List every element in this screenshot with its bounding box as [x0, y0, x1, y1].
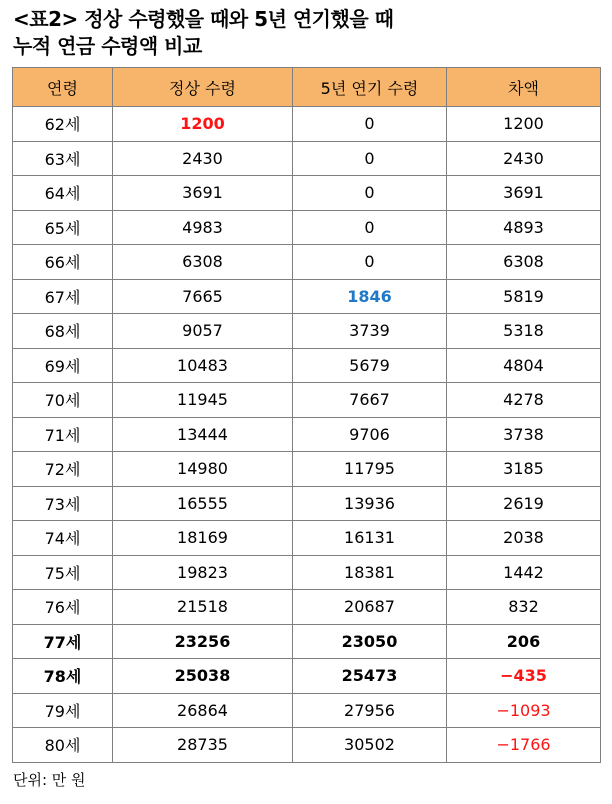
- deferred-cell: 0: [293, 141, 447, 176]
- normal-cell: 18169: [113, 521, 293, 556]
- normal-cell: 26864: [113, 693, 293, 728]
- difference-cell: 2038: [447, 521, 601, 556]
- difference-cell: 2619: [447, 486, 601, 521]
- deferred-cell: 0: [293, 107, 447, 142]
- deferred-cell: 20687: [293, 590, 447, 625]
- normal-cell: 9057: [113, 314, 293, 349]
- age-cell: 63세: [13, 141, 113, 176]
- normal-cell: 21518: [113, 590, 293, 625]
- deferred-cell: 23050: [293, 624, 447, 659]
- column-header-deferred: 5년 연기 수령: [293, 68, 447, 107]
- difference-cell: 6308: [447, 245, 601, 280]
- age-cell: 62세: [13, 107, 113, 142]
- difference-cell: 4893: [447, 210, 601, 245]
- deferred-cell: 25473: [293, 659, 447, 694]
- normal-cell: 11945: [113, 383, 293, 418]
- column-header-normal: 정상 수령: [113, 68, 293, 107]
- deferred-cell: 3739: [293, 314, 447, 349]
- table-row: [13, 590, 601, 625]
- table-title-line-2: 누적 연금 수령액 비교: [13, 34, 202, 58]
- normal-cell: 3691: [113, 176, 293, 211]
- table-header-row: [13, 68, 601, 107]
- deferred-cell: 27956: [293, 693, 447, 728]
- normal-cell: 14980: [113, 452, 293, 487]
- table-row: [13, 659, 601, 694]
- normal-cell: 16555: [113, 486, 293, 521]
- normal-cell: 4983: [113, 210, 293, 245]
- age-cell: 66세: [13, 245, 113, 280]
- column-header-age: 연령: [13, 68, 113, 107]
- difference-cell: −435: [447, 659, 601, 694]
- deferred-cell: 0: [293, 176, 447, 211]
- deferred-cell: 16131: [293, 521, 447, 556]
- difference-cell: −1093: [447, 693, 601, 728]
- table-row: [13, 521, 601, 556]
- difference-cell: 3185: [447, 452, 601, 487]
- difference-cell: 5318: [447, 314, 601, 349]
- normal-cell: 7665: [113, 279, 293, 314]
- age-cell: 68세: [13, 314, 113, 349]
- normal-cell: 10483: [113, 348, 293, 383]
- table-row: [13, 348, 601, 383]
- age-cell: 77세: [13, 624, 113, 659]
- age-cell: 65세: [13, 210, 113, 245]
- age-cell: 71세: [13, 417, 113, 452]
- age-cell: 78세: [13, 659, 113, 694]
- normal-cell: 28735: [113, 728, 293, 763]
- table-title: [13, 6, 393, 60]
- table-row: [13, 245, 601, 280]
- deferred-cell: 18381: [293, 555, 447, 590]
- age-cell: 67세: [13, 279, 113, 314]
- table-row: [13, 279, 601, 314]
- unit-footnote: 단위: 만 원: [13, 771, 86, 789]
- age-cell: 74세: [13, 521, 113, 556]
- deferred-cell: 7667: [293, 383, 447, 418]
- deferred-cell: 9706: [293, 417, 447, 452]
- deferred-cell: 30502: [293, 728, 447, 763]
- table-row: [13, 383, 601, 418]
- difference-cell: 206: [447, 624, 601, 659]
- age-cell: 69세: [13, 348, 113, 383]
- normal-cell: 13444: [113, 417, 293, 452]
- deferred-cell: 5679: [293, 348, 447, 383]
- deferred-cell: 13936: [293, 486, 447, 521]
- table-row: [13, 555, 601, 590]
- deferred-cell: 1846: [293, 279, 447, 314]
- age-cell: 72세: [13, 452, 113, 487]
- age-cell: 76세: [13, 590, 113, 625]
- deferred-cell: 0: [293, 245, 447, 280]
- normal-cell: 19823: [113, 555, 293, 590]
- table-row: [13, 417, 601, 452]
- difference-cell: 4804: [447, 348, 601, 383]
- table-row: [13, 314, 601, 349]
- pension-comparison-table: [12, 67, 601, 763]
- difference-cell: 4278: [447, 383, 601, 418]
- table-row: [13, 486, 601, 521]
- difference-cell: 1442: [447, 555, 601, 590]
- deferred-cell: 0: [293, 210, 447, 245]
- difference-cell: 3691: [447, 176, 601, 211]
- age-cell: 80세: [13, 728, 113, 763]
- age-cell: 70세: [13, 383, 113, 418]
- table-row: [13, 452, 601, 487]
- difference-cell: −1766: [447, 728, 601, 763]
- table-row: [13, 176, 601, 211]
- age-cell: 79세: [13, 693, 113, 728]
- column-header-difference: 차액: [447, 68, 601, 107]
- difference-cell: 832: [447, 590, 601, 625]
- table-row: [13, 141, 601, 176]
- normal-cell: 25038: [113, 659, 293, 694]
- difference-cell: 1200: [447, 107, 601, 142]
- table-row: [13, 624, 601, 659]
- table-row: [13, 728, 601, 763]
- table-title-line-1: <표2> 정상 수령했을 때와 5년 연기했을 때: [13, 7, 394, 31]
- age-cell: 64세: [13, 176, 113, 211]
- table-row: [13, 693, 601, 728]
- deferred-cell: 11795: [293, 452, 447, 487]
- difference-cell: 5819: [447, 279, 601, 314]
- normal-cell: 1200: [113, 107, 293, 142]
- table-row: [13, 210, 601, 245]
- age-cell: 75세: [13, 555, 113, 590]
- normal-cell: 23256: [113, 624, 293, 659]
- difference-cell: 3738: [447, 417, 601, 452]
- normal-cell: 6308: [113, 245, 293, 280]
- age-cell: 73세: [13, 486, 113, 521]
- table-row: [13, 107, 601, 142]
- difference-cell: 2430: [447, 141, 601, 176]
- normal-cell: 2430: [113, 141, 293, 176]
